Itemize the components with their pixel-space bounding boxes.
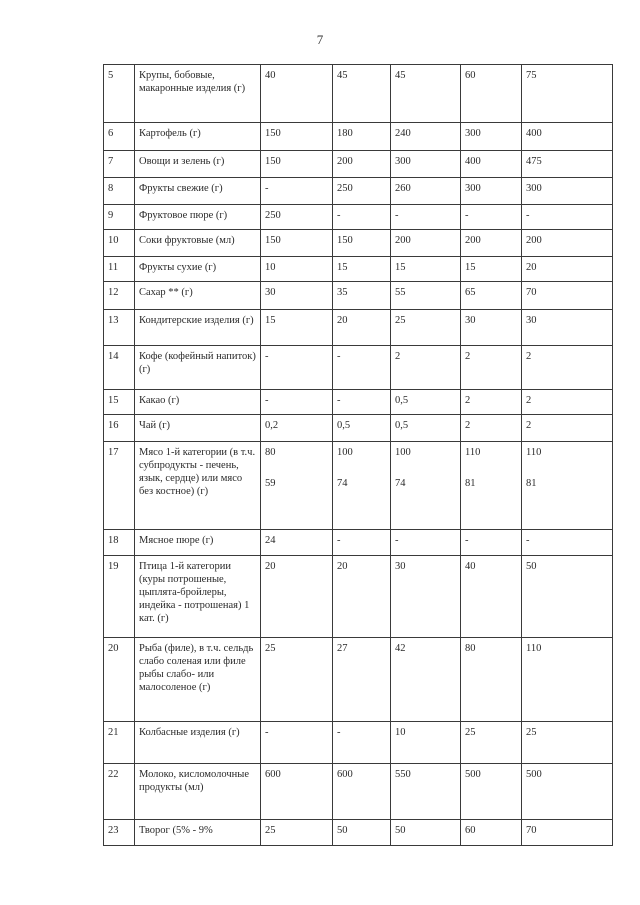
norm-value-cell (391, 820, 461, 846)
norm-value-cell (333, 820, 391, 846)
norm-value-cell (261, 442, 333, 530)
norm-value-cell (461, 556, 522, 638)
table-row (104, 530, 613, 556)
norm-value: 600 (337, 769, 353, 780)
norm-value: 300 (465, 128, 481, 139)
norm-value: 25 (465, 727, 476, 738)
norm-value-secondary: 59 (265, 478, 276, 489)
table-body (104, 65, 613, 846)
norm-value: 300 (465, 183, 481, 194)
row-number: 8 (104, 178, 135, 205)
norm-value-cell (461, 310, 522, 346)
norm-value: 80 (465, 643, 476, 654)
row-number: 16 (104, 415, 135, 442)
norm-value-cell (261, 205, 333, 230)
norm-value-cell (261, 257, 333, 282)
norm-value-secondary: 81 (526, 478, 537, 489)
norm-value-cell (261, 764, 333, 820)
norm-value-cell (391, 230, 461, 257)
row-number: 18 (104, 530, 135, 556)
norm-value-cell (333, 257, 391, 282)
norm-value: - (265, 183, 269, 194)
norm-value-cell (522, 310, 613, 346)
norm-value-cell (461, 230, 522, 257)
norm-value: 25 (395, 315, 406, 326)
norm-value-cell (333, 65, 391, 123)
page-number: 7 (316, 32, 324, 47)
norm-value: 30 (265, 287, 276, 298)
norm-value-cell (261, 346, 333, 390)
norm-value: 0,2 (265, 420, 279, 431)
norm-value-cell (391, 530, 461, 556)
norm-value-cell (333, 556, 391, 638)
row-number: 9 (104, 205, 135, 230)
table-row (104, 415, 613, 442)
norm-value-cell (461, 123, 522, 151)
norm-value: - (465, 535, 469, 546)
norm-value-cell (261, 722, 333, 764)
norm-value-cell (391, 257, 461, 282)
norm-value-cell (391, 178, 461, 205)
norm-value: 2 (526, 351, 532, 362)
norm-value-cell (522, 415, 613, 442)
norm-value-cell (461, 722, 522, 764)
table-row (104, 310, 613, 346)
norm-value-cell (391, 346, 461, 390)
norm-value-cell (461, 178, 522, 205)
norm-value-cell (522, 556, 613, 638)
norm-value-cell (522, 205, 613, 230)
table-row (104, 820, 613, 846)
norm-value: - (337, 210, 341, 221)
row-number: 13 (104, 310, 135, 346)
norm-value: 180 (337, 128, 353, 139)
norm-value-cell (261, 530, 333, 556)
row-number: 11 (104, 257, 135, 282)
norm-value: 30 (395, 561, 406, 572)
product-name: Кофе (кофейный напиток) (г) (135, 346, 261, 390)
norm-value: 110 (465, 447, 481, 458)
norm-value: - (395, 535, 399, 546)
norm-value-cell (261, 638, 333, 722)
row-number: 17 (104, 442, 135, 530)
table-row (104, 556, 613, 638)
norm-value: 80 (265, 447, 276, 458)
norm-value-cell (261, 282, 333, 310)
norm-value: 15 (395, 262, 406, 273)
norm-value-cell (461, 415, 522, 442)
norm-value: 45 (337, 70, 348, 81)
product-name: Сахар ** (г) (135, 282, 261, 310)
norm-value-cell (461, 442, 522, 530)
norm-value-cell (461, 764, 522, 820)
row-number: 19 (104, 556, 135, 638)
norm-value-cell (522, 442, 613, 530)
norm-value: 55 (395, 287, 406, 298)
norm-value: 200 (465, 235, 481, 246)
norm-value-cell (461, 282, 522, 310)
norm-value: 10 (265, 262, 276, 273)
norm-value-cell (261, 310, 333, 346)
norm-value: 25 (265, 825, 276, 836)
norm-value: 260 (395, 183, 411, 194)
norm-value-cell (522, 282, 613, 310)
norm-value: 75 (526, 70, 537, 81)
row-number: 7 (104, 151, 135, 178)
norm-value: 200 (526, 235, 542, 246)
norm-value: 100 (337, 447, 353, 458)
norm-value-cell (261, 151, 333, 178)
norm-value: 15 (337, 262, 348, 273)
product-name: Соки фруктовые (мл) (135, 230, 261, 257)
food-norms-table (103, 64, 613, 846)
norm-value-cell (391, 151, 461, 178)
norm-value: 150 (265, 156, 281, 167)
norm-value: 600 (265, 769, 281, 780)
norm-value-cell (261, 820, 333, 846)
norm-value-cell (391, 65, 461, 123)
norm-value-cell (391, 123, 461, 151)
norm-value-secondary: 81 (465, 478, 476, 489)
norm-value-cell (333, 230, 391, 257)
norm-value: 2 (395, 351, 401, 362)
norm-value: 200 (337, 156, 353, 167)
table-row (104, 205, 613, 230)
product-name: Творог (5% - 9% (135, 820, 261, 846)
norm-value-cell (522, 530, 613, 556)
product-name: Кондитерские изделия (г) (135, 310, 261, 346)
norm-value: 50 (526, 561, 537, 572)
norm-value: 50 (337, 825, 348, 836)
norm-value: 50 (395, 825, 406, 836)
norm-value: 200 (395, 235, 411, 246)
norm-value: 110 (526, 447, 542, 458)
norm-value-cell (391, 415, 461, 442)
product-name: Фрукты свежие (г) (135, 178, 261, 205)
product-name: Овощи и зелень (г) (135, 151, 261, 178)
norm-value-cell (391, 764, 461, 820)
norm-value: 2 (526, 420, 532, 431)
norm-value-cell (461, 638, 522, 722)
norm-value: 70 (526, 287, 537, 298)
norm-value: 240 (395, 128, 411, 139)
norm-value-cell (522, 65, 613, 123)
norm-value-cell (333, 282, 391, 310)
norm-value-cell (261, 178, 333, 205)
norm-value: 2 (465, 395, 471, 406)
norm-value-cell (461, 530, 522, 556)
table-row (104, 65, 613, 123)
norm-value-cell (461, 205, 522, 230)
norm-value: - (526, 535, 530, 546)
row-number: 20 (104, 638, 135, 722)
norm-value-cell (522, 638, 613, 722)
norm-value-cell (261, 556, 333, 638)
norm-value-cell (522, 123, 613, 151)
norm-value-cell (522, 178, 613, 205)
product-name: Птица 1-й категории (куры потрошеные, цыплята-бройлеры, индейка - потрошеная) 1 кат. (г) (135, 556, 261, 638)
norm-value: 250 (265, 210, 281, 221)
norm-value-cell (333, 151, 391, 178)
norm-value-cell (391, 638, 461, 722)
table-row (104, 638, 613, 722)
norm-value: 400 (526, 128, 542, 139)
table-row (104, 282, 613, 310)
norm-value: 2 (526, 395, 532, 406)
norm-value: 500 (465, 769, 481, 780)
row-number: 15 (104, 390, 135, 415)
norm-value: 60 (465, 825, 476, 836)
norm-value: 15 (265, 315, 276, 326)
norm-value-cell (261, 415, 333, 442)
norm-value: 20 (337, 561, 348, 572)
norm-value: - (265, 351, 269, 362)
table-row (104, 346, 613, 390)
product-name: Фрукты сухие (г) (135, 257, 261, 282)
norm-value-cell (522, 230, 613, 257)
norm-value-cell (391, 722, 461, 764)
norm-value: 300 (395, 156, 411, 167)
product-name: Мясо 1-й категории (в т.ч. субпродукты - печень, язык, сердце) или мясо без костное) (г) (135, 442, 261, 530)
norm-value-cell (333, 178, 391, 205)
norm-value-cell (333, 530, 391, 556)
norm-value: 400 (465, 156, 481, 167)
product-name: Рыба (филе), в т.ч. сельдь слабо соленая или филе рыбы слабо- или малосоленое (г) (135, 638, 261, 722)
norm-value-cell (333, 442, 391, 530)
norm-value: 150 (337, 235, 353, 246)
norm-value: 42 (395, 643, 406, 654)
norm-value-cell (522, 820, 613, 846)
norm-value-cell (261, 123, 333, 151)
table-row (104, 257, 613, 282)
norm-value-cell (333, 722, 391, 764)
norm-value-cell (333, 390, 391, 415)
norm-value-cell (391, 442, 461, 530)
row-number: 23 (104, 820, 135, 846)
norm-value: - (337, 535, 341, 546)
table-row (104, 230, 613, 257)
norm-value-cell (333, 310, 391, 346)
table-row (104, 178, 613, 205)
norm-value: 60 (465, 70, 476, 81)
norm-value: 24 (265, 535, 276, 546)
norm-value: 0,5 (337, 420, 351, 431)
norm-value-cell (522, 764, 613, 820)
norm-value-cell (461, 65, 522, 123)
norm-value: 475 (526, 156, 542, 167)
norm-value: 550 (395, 769, 411, 780)
norm-value: 70 (526, 825, 537, 836)
norm-value-secondary: 74 (337, 478, 348, 489)
norm-value-cell (391, 390, 461, 415)
row-number: 5 (104, 65, 135, 123)
norm-value-cell (261, 230, 333, 257)
row-number: 14 (104, 346, 135, 390)
norm-value-cell (461, 820, 522, 846)
norm-value-cell (522, 390, 613, 415)
norm-value: 250 (337, 183, 353, 194)
norm-value: 15 (465, 262, 476, 273)
norm-value-cell (522, 257, 613, 282)
norm-value: 45 (395, 70, 406, 81)
norm-value: 20 (337, 315, 348, 326)
norm-value-cell (461, 151, 522, 178)
norm-value-cell (333, 764, 391, 820)
row-number: 12 (104, 282, 135, 310)
norm-value: 300 (526, 183, 542, 194)
norm-value: 65 (465, 287, 476, 298)
norm-value-cell (461, 257, 522, 282)
product-name: Какао (г) (135, 390, 261, 415)
norm-value-cell (333, 638, 391, 722)
norm-value-cell (333, 205, 391, 230)
norm-value: - (337, 395, 341, 406)
table-row (104, 442, 613, 530)
norm-value: 2 (465, 420, 471, 431)
norm-value: - (337, 727, 341, 738)
table-row (104, 151, 613, 178)
norm-value: - (337, 351, 341, 362)
row-number: 10 (104, 230, 135, 257)
norm-value: 150 (265, 235, 281, 246)
norm-value: 25 (265, 643, 276, 654)
product-name: Колбасные изделия (г) (135, 722, 261, 764)
norm-value-cell (461, 390, 522, 415)
table-row (104, 722, 613, 764)
norm-value-cell (261, 65, 333, 123)
norm-value: - (395, 210, 399, 221)
norm-value-cell (333, 123, 391, 151)
norm-value: 27 (337, 643, 348, 654)
norm-value-cell (391, 556, 461, 638)
product-name: Крупы, бобовые, макаронные изделия (г) (135, 65, 261, 123)
norm-value: - (265, 727, 269, 738)
product-name: Мясное пюре (г) (135, 530, 261, 556)
product-name: Фруктовое пюре (г) (135, 205, 261, 230)
product-name: Молоко, кисломолочные продукты (мл) (135, 764, 261, 820)
norm-value: 150 (265, 128, 281, 139)
norm-value: - (526, 210, 530, 221)
norm-value: 500 (526, 769, 542, 780)
norm-value-cell (261, 390, 333, 415)
norm-value: 35 (337, 287, 348, 298)
norm-value: 110 (526, 643, 542, 654)
product-name: Чай (г) (135, 415, 261, 442)
norm-value: 2 (465, 351, 471, 362)
norm-value: 30 (526, 315, 537, 326)
table-row (104, 764, 613, 820)
norm-value-cell (391, 282, 461, 310)
norm-value: 0,5 (395, 395, 409, 406)
norm-value-cell (522, 151, 613, 178)
norm-value-cell (522, 722, 613, 764)
norm-value-cell (391, 205, 461, 230)
row-number: 22 (104, 764, 135, 820)
table-row (104, 123, 613, 151)
norm-value: 10 (395, 727, 406, 738)
norm-value: - (465, 210, 469, 221)
norm-value-cell (391, 310, 461, 346)
norm-value: 0,5 (395, 420, 409, 431)
norm-value: 100 (395, 447, 411, 458)
table-row (104, 390, 613, 415)
norm-value: - (265, 395, 269, 406)
row-number: 21 (104, 722, 135, 764)
norm-value: 30 (465, 315, 476, 326)
norm-value: 40 (465, 561, 476, 572)
norm-value: 20 (526, 262, 537, 273)
norm-value-secondary: 74 (395, 478, 406, 489)
norm-value-cell (461, 346, 522, 390)
norm-value: 25 (526, 727, 537, 738)
product-name: Картофель (г) (135, 123, 261, 151)
norm-value-cell (522, 346, 613, 390)
norm-value-cell (333, 415, 391, 442)
norm-value: 20 (265, 561, 276, 572)
row-number: 6 (104, 123, 135, 151)
norm-value-cell (333, 346, 391, 390)
norm-value: 40 (265, 70, 276, 81)
